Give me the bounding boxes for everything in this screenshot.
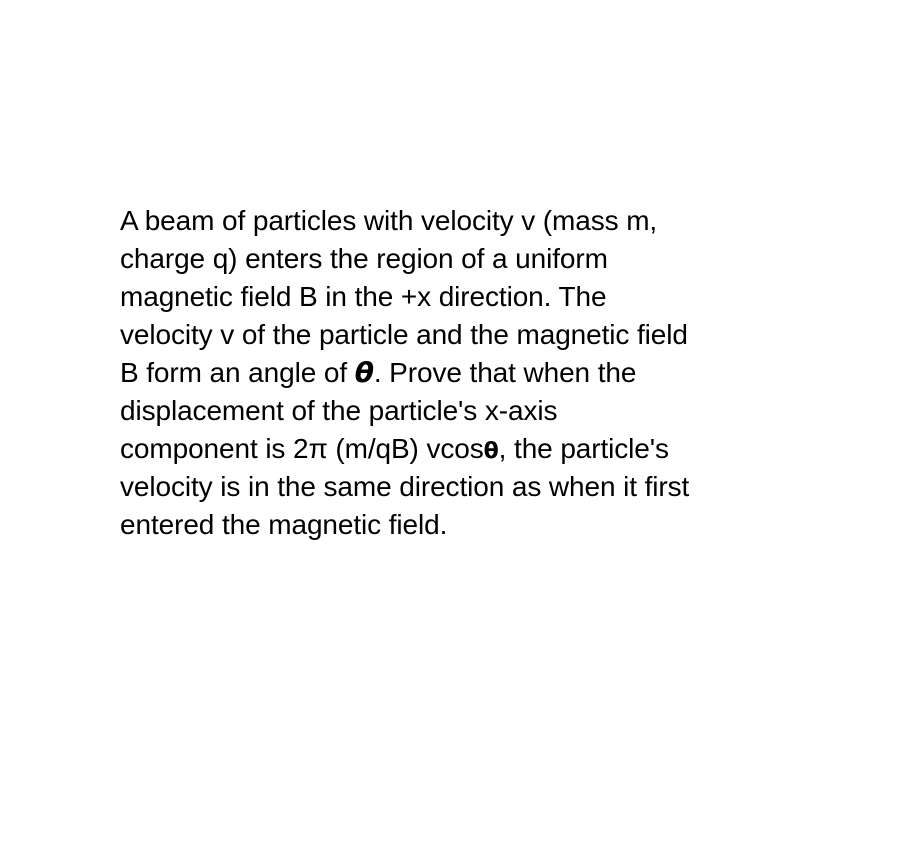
problem-line-3: magnetic field B in the +x direction. The xyxy=(120,281,607,312)
line-7-text-after: , the particle's xyxy=(498,433,669,464)
line-7-text-before: component is 2π (m/qB) vcos xyxy=(120,433,484,464)
problem-line-9: entered the magnetic field. xyxy=(120,509,448,540)
line-5-text-after: . Prove that when the xyxy=(373,357,637,388)
problem-line-6: displacement of the particle's x-axis xyxy=(120,395,558,426)
problem-line-7 xyxy=(120,430,820,468)
problem-line-8: velocity is in the same direction as when it first xyxy=(120,471,690,502)
problem-text xyxy=(120,202,820,544)
theta-symbol-small: θ xyxy=(483,439,499,464)
line-5-text-before: B form an angle of xyxy=(120,357,355,388)
problem-line-1: A beam of particles with velocity v (mass m, xyxy=(120,205,658,236)
problem-line-5 xyxy=(120,354,820,392)
problem-line-4: velocity v of the particle and the magnetic field xyxy=(120,319,688,350)
problem-line-2: charge q) enters the region of a uniform xyxy=(120,243,608,274)
theta-symbol: θ xyxy=(354,356,374,389)
